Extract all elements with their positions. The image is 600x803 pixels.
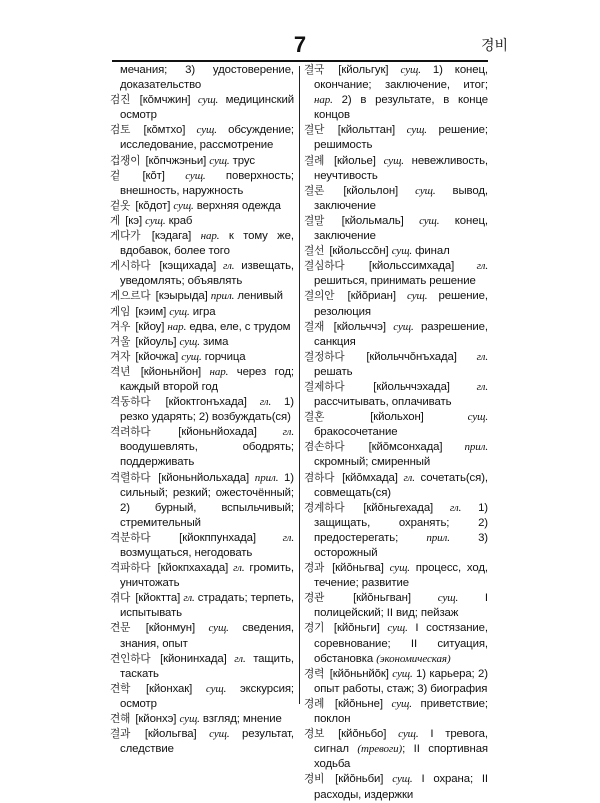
entry-part-of-speech: сущ.	[398, 728, 419, 741]
entry-definition: 1) защищать, охранять; 2) предостерегать;	[314, 501, 488, 544]
entry-headword: 경력	[304, 667, 325, 680]
entry-definition: I охрана; II расходы, издержки	[314, 773, 488, 801]
entry-definition: невежливость, неучтивость	[314, 154, 488, 182]
entry-headword: 겉옷	[110, 199, 131, 212]
entry-transcription: [кйŏмсонхада]	[368, 441, 443, 454]
entry-transcription: [кйŏньне]	[334, 697, 383, 710]
entry-part-of-speech: сущ.	[467, 411, 488, 424]
entry-transcription: [кйолье]	[333, 154, 376, 167]
entry-transcription: [кŏт]	[142, 169, 165, 182]
entry-definition: трус	[232, 154, 255, 167]
entry-transcription: [кйольлон]	[343, 184, 399, 197]
entry-part-of-speech: сущ.	[179, 713, 200, 726]
entry-transcription: [кйольччŏнъхада]	[366, 350, 457, 363]
dictionary-entry	[110, 320, 294, 335]
entry-part-of-speech: сущ.	[185, 169, 206, 182]
entry-part-of-speech: гл.	[234, 652, 246, 665]
entry-headword: 결재	[304, 320, 325, 333]
dictionary-entry	[304, 697, 488, 727]
dictionary-entry	[110, 93, 294, 123]
dictionary-entry	[110, 365, 294, 395]
entry-transcription: [кйоктгонъхада]	[165, 396, 247, 409]
dictionary-entry	[110, 199, 294, 214]
entry-definition: приветствие; поклон	[314, 697, 488, 726]
entry-part-of-speech: сущ.	[145, 214, 166, 227]
entry-headword: 겸손하다	[304, 441, 345, 454]
dictionary-entry	[304, 561, 488, 591]
entry-transcription: [кйоктта]	[135, 592, 181, 605]
entry-part-of-speech: прил.	[464, 441, 488, 454]
entry-transcription: [кйоу]	[135, 320, 165, 333]
dictionary-entry	[304, 350, 488, 380]
entry-part-of-speech: гл.	[449, 501, 462, 514]
entry-headword: 겪다	[110, 592, 131, 605]
entry-part-of-speech: сущ.	[387, 622, 408, 635]
entry-transcription: [кйольгва]	[144, 728, 197, 741]
entry-transcription: [кŏпчжэньи]	[145, 154, 207, 167]
entry-headword: 게	[110, 214, 121, 227]
dictionary-entry	[110, 621, 294, 651]
entry-part-of-speech: сущ.	[391, 245, 413, 258]
dictionary-entry	[110, 169, 294, 199]
entry-transcription: [кйонмун]	[145, 622, 196, 635]
entry-definition: громить, уничтожать	[120, 562, 294, 590]
entry-transcription: [кйольссŏн]	[329, 245, 389, 258]
entry-transcription: [кйŏньгехада]	[363, 501, 434, 514]
entry-headword: 경비	[304, 773, 325, 786]
entry-part-of-speech: сущ.	[400, 64, 421, 76]
entry-headword: 게시하다	[110, 260, 151, 273]
dictionary-entry	[304, 772, 488, 802]
entry-headword: 경보	[304, 728, 325, 741]
entry-part-of-speech: сущ.	[173, 199, 194, 212]
entry-headword: 격분하다	[110, 531, 151, 544]
entry-headword: 경과	[304, 562, 325, 575]
dictionary-entry	[304, 591, 488, 621]
entry-transcription: [кйольччэ]	[333, 320, 386, 333]
entry-definition: результат, следствие	[120, 728, 294, 756]
entry-definition: горчица	[204, 350, 246, 363]
dictionary-entry	[110, 471, 294, 531]
entry-definition: бракосочетание	[314, 426, 398, 439]
entry-transcription: [кйольттан]	[337, 124, 396, 137]
entry-part-of-speech: сущ.	[197, 94, 219, 107]
entry-headword: 결혼	[304, 411, 325, 424]
entry-transcription: [кйоньнйольхада]	[158, 471, 250, 484]
entry-definition: страдать; терпеть, испытывать	[120, 592, 294, 620]
entry-headword: 결제하다	[304, 380, 345, 393]
header-rule	[112, 60, 488, 62]
entry-transcription: [кйокпхахада]	[157, 562, 229, 575]
dictionary-entry	[304, 501, 488, 561]
dictionary-entry	[110, 712, 294, 727]
entry-transcription: [кйŏньгван]	[353, 592, 411, 605]
entry-headword: 결심하다	[304, 260, 345, 273]
dictionary-entry	[110, 63, 294, 93]
entry-headword: 결정하다	[304, 350, 345, 363]
entry-definition: скромный; смиренный	[314, 456, 431, 469]
dictionary-entry	[110, 350, 294, 365]
entry-transcription: [кйольхон]	[370, 411, 424, 424]
dictionary-entry	[110, 154, 294, 169]
dictionary-entry	[110, 531, 294, 561]
entry-part-of-speech: сущ.	[407, 290, 428, 303]
dictionary-entry	[304, 440, 488, 470]
dictionary-entry	[304, 123, 488, 153]
entry-definition: краб	[168, 214, 193, 227]
entry-transcription: [кйоуль]	[135, 335, 177, 348]
running-head: 경비	[480, 38, 508, 54]
entry-part-of-speech: сущ.	[389, 562, 410, 575]
dictionary-entry	[304, 259, 488, 289]
dictionary-entry	[110, 305, 294, 320]
entry-headword: 경계하다	[304, 501, 345, 514]
entry-definition: ; II спортивная ходьба	[314, 743, 488, 771]
dictionary-entry	[110, 561, 294, 591]
entry-headword: 경기	[304, 622, 325, 635]
entry-headword: 격려하다	[110, 426, 151, 439]
entry-headword: 겨울	[110, 335, 131, 348]
entry-headword: 겸하다	[304, 471, 335, 484]
entry-definition: 1) сильный; резкий; ожесточённый; 2) бурный, вспыльчивый; стремительный	[120, 471, 294, 529]
page-header	[0, 0, 600, 62]
entry-part-of-speech: нар.	[167, 320, 187, 333]
dictionary-entry	[304, 621, 488, 666]
dictionary-entry	[110, 591, 294, 621]
entry-headword: 게으르다	[110, 290, 151, 303]
entry-transcription: [кэдага]	[151, 230, 192, 243]
entry-part-of-speech: прил.	[254, 471, 279, 484]
entry-part-of-speech: гл.	[223, 260, 235, 273]
entry-part-of-speech: гл.	[282, 426, 294, 439]
entry-definition: зима	[202, 335, 229, 348]
entry-transcription: [кэырыда]	[155, 290, 208, 303]
dictionary-entry	[110, 335, 294, 350]
entry-transcription: [кйоньнйон]	[140, 365, 202, 378]
entry-part-of-speech: сущ.	[205, 682, 227, 695]
entry-transcription: [кйŏньги]	[333, 622, 380, 635]
dictionary-entry	[304, 380, 488, 410]
entry-part-of-speech: сущ.	[393, 320, 414, 333]
entry-transcription: [кэщихада]	[159, 260, 217, 273]
entry-headword: 결국	[304, 64, 325, 76]
entry-headword: 결선	[304, 245, 325, 258]
entry-headword: 견문	[110, 622, 131, 635]
entry-headword: 격동하다	[110, 396, 151, 409]
entry-definition: решение, резолюция	[314, 290, 488, 318]
entry-definition: воодушевлять, ободрять; поддерживать	[120, 441, 294, 469]
entry-headword: 격파하다	[110, 562, 151, 575]
entry-headword: 격렬하다	[110, 471, 151, 484]
entry-part-of-speech: сущ.	[383, 154, 404, 167]
dictionary-entry	[110, 123, 294, 153]
column-divider	[299, 66, 300, 704]
entry-headword: 견학	[110, 682, 131, 695]
entry-headword: 격년	[110, 365, 131, 378]
entry-part-of-speech: сущ.	[419, 214, 440, 227]
entry-part-of-speech: гл.	[183, 592, 195, 605]
entry-definition: I состязание, соревнование; II ситуация, обстановка	[314, 622, 488, 665]
dictionary-entry	[304, 471, 488, 501]
entry-headword: 경례	[304, 697, 325, 710]
entry-headword: 결의안	[304, 290, 335, 303]
entry-definition: игра	[192, 305, 216, 318]
entry-part-of-speech: гл.	[259, 396, 272, 409]
entry-transcription: [кйольмаль]	[341, 214, 404, 227]
entry-definition: извещать, уведомлять; объявлять	[120, 260, 294, 288]
entry-headword: 검진	[110, 94, 131, 107]
entry-headword: 결론	[304, 184, 325, 197]
entry-part-of-speech: сущ.	[437, 592, 459, 605]
entry-headword: 겨우	[110, 320, 131, 333]
entry-note: (тревоги)	[357, 743, 403, 756]
entry-part-of-speech: сущ.	[179, 335, 200, 348]
dictionary-entry	[110, 289, 294, 304]
entry-part-of-speech: нар.	[314, 94, 333, 107]
entry-definition: I тревога, сигнал	[314, 728, 488, 756]
entry-definition: ленивый	[237, 290, 283, 303]
entry-definition: взгляд; мнение	[202, 713, 282, 726]
entry-definition: финал	[415, 245, 450, 258]
dictionary-entry	[304, 320, 488, 350]
entry-definition: тащить, таскать	[120, 652, 294, 680]
entry-note: (экономическая)	[376, 652, 451, 665]
entry-definition: вывод, заключение	[314, 184, 488, 212]
dictionary-entry	[110, 425, 294, 470]
dictionary-entry	[304, 184, 488, 214]
entry-part-of-speech: прил.	[210, 290, 235, 303]
entry-transcription: [кйольссимхада]	[368, 260, 455, 273]
entry-definition: верхняя одежда	[196, 199, 281, 212]
entry-part-of-speech: сущ.	[392, 773, 413, 786]
entry-part-of-speech: сущ.	[181, 350, 202, 363]
entry-part-of-speech: нар.	[209, 365, 229, 378]
dictionary-entry	[304, 410, 488, 440]
dictionary-entry	[110, 652, 294, 682]
entry-transcription: [кйŏньби]	[335, 773, 384, 786]
entry-definition: 3) осторожный	[314, 531, 488, 559]
entry-headword: 게다가	[110, 230, 141, 243]
entry-definition: через год; каждый второй год	[120, 365, 294, 393]
page-number: 7	[293, 32, 307, 57]
entry-transcription: [кйŏриан]	[347, 290, 396, 303]
entry-definition: сведения, знания, опыт	[120, 622, 294, 650]
entry-transcription: [кŏмтхо]	[143, 124, 186, 137]
entry-part-of-speech: гл.	[403, 471, 415, 484]
entry-transcription: [кйольччэхада]	[373, 380, 450, 393]
entry-transcription: [кйонхэ]	[135, 713, 177, 726]
entry-transcription: [кйоньнйохада]	[178, 426, 257, 439]
entry-part-of-speech: сущ.	[392, 667, 413, 680]
dictionary-entry	[304, 667, 488, 697]
entry-part-of-speech: сущ.	[209, 728, 230, 741]
entry-definition: I полицейский; II вид; пейзаж	[314, 592, 488, 620]
entry-part-of-speech: прил.	[426, 531, 450, 544]
entry-part-of-speech: гл.	[282, 531, 294, 544]
dictionary-entry	[304, 154, 488, 184]
entry-definition: решать	[314, 365, 353, 378]
entry-definition: 1) карьера; 2) опыт работы, стаж; 3) биография	[314, 667, 488, 695]
entry-part-of-speech: сущ.	[209, 154, 230, 167]
dictionary-entry	[110, 229, 294, 259]
entry-definition: решение; решимость	[314, 124, 488, 152]
entry-headword: 겨자	[110, 350, 131, 363]
dictionary-entry	[110, 214, 294, 229]
entry-transcription: [кйокппунхада]	[179, 531, 256, 544]
entry-headword: 경관	[304, 592, 325, 605]
entry-headword: 결과	[110, 728, 131, 741]
entry-definition: решиться, принимать решение	[314, 275, 476, 288]
entry-part-of-speech: гл.	[476, 350, 488, 363]
entry-transcription: [кйочжа]	[135, 350, 179, 363]
entry-definition: 1) резко ударять; 2) возбуждать(ся)	[120, 396, 294, 424]
entry-part-of-speech: сущ.	[169, 305, 190, 318]
entry-transcription: [кйŏньгва]	[332, 562, 384, 575]
entry-headword: 게임	[110, 305, 131, 318]
dictionary-entry	[304, 63, 488, 123]
dictionary-entry	[110, 682, 294, 712]
entry-definition: конец, заключение	[314, 214, 488, 243]
entry-headword: 견인하다	[110, 652, 151, 665]
entry-transcription: [кйонхак]	[145, 682, 193, 695]
entry-definition: медицинский осмотр	[120, 94, 294, 122]
entry-definition: экскурсия; осмотр	[120, 682, 294, 710]
entry-transcription: [кйŏньбо]	[338, 728, 387, 741]
entry-part-of-speech: сущ.	[391, 697, 412, 710]
entry-part-of-speech: сущ.	[406, 124, 427, 137]
dictionary-entry	[110, 259, 294, 289]
entry-transcription: [кйонинхада]	[160, 652, 227, 665]
dictionary-entry	[304, 289, 488, 319]
entry-definition: к тому же, вдобавок, более того	[120, 230, 294, 258]
entry-definition: поверхность; внешность, наружность	[120, 169, 294, 197]
entry-transcription: [кŏдот]	[135, 199, 171, 212]
entry-part-of-speech: нар.	[200, 230, 220, 243]
dictionary-entry	[304, 214, 488, 244]
entry-definition: разрешение, санкция	[314, 320, 488, 348]
entry-headword: 결단	[304, 124, 325, 137]
entry-headword: 검토	[110, 124, 131, 137]
entry-part-of-speech: гл.	[476, 380, 488, 393]
entry-definition: сочетать(ся), совмещать(ся)	[314, 471, 488, 499]
left-column	[110, 63, 294, 757]
entry-definition: обсуждение; исследование, рассмотрение	[120, 124, 294, 152]
entry-transcription: [кŏмчжин]	[139, 94, 191, 107]
entry-headword: 결말	[304, 214, 325, 227]
entry-headword: 겁쟁이	[110, 154, 141, 167]
entry-transcription: [кэ]	[125, 214, 143, 227]
entry-transcription: [кйŏньнйŏк]	[329, 667, 389, 680]
entry-headword: 결례	[304, 154, 325, 167]
entry-transcription: [кйŏмхада]	[342, 471, 398, 484]
entry-definition: едва, еле, с трудом	[189, 320, 291, 333]
entry-part-of-speech: гл.	[476, 260, 488, 273]
entry-part-of-speech: гл.	[233, 562, 245, 575]
entry-definition: мечания; 3) удостоверение, доказательство	[120, 64, 294, 92]
entry-headword: 겉	[110, 169, 121, 182]
entry-transcription: [кэим]	[135, 305, 167, 318]
entry-definition: возмущаться, негодовать	[120, 547, 253, 559]
entry-transcription: [кйольгук]	[338, 64, 389, 76]
entry-definition: 1) конец, окончание; заключение, итог;	[314, 64, 488, 92]
entry-definition: 2) в результате, в конце концов	[314, 94, 488, 122]
entry-headword: 견해	[110, 713, 131, 726]
entry-part-of-speech: сущ.	[208, 622, 229, 635]
dictionary-entry	[110, 727, 294, 757]
entry-definition: процесс, ход, течение; развитие	[314, 562, 488, 590]
entry-part-of-speech: сущ.	[196, 124, 217, 137]
right-column	[304, 63, 488, 803]
dictionary-entry	[110, 395, 294, 425]
entry-definition: рассчитывать, оплачивать	[314, 396, 452, 409]
entry-part-of-speech: сущ.	[415, 184, 436, 197]
dictionary-entry	[304, 244, 488, 259]
